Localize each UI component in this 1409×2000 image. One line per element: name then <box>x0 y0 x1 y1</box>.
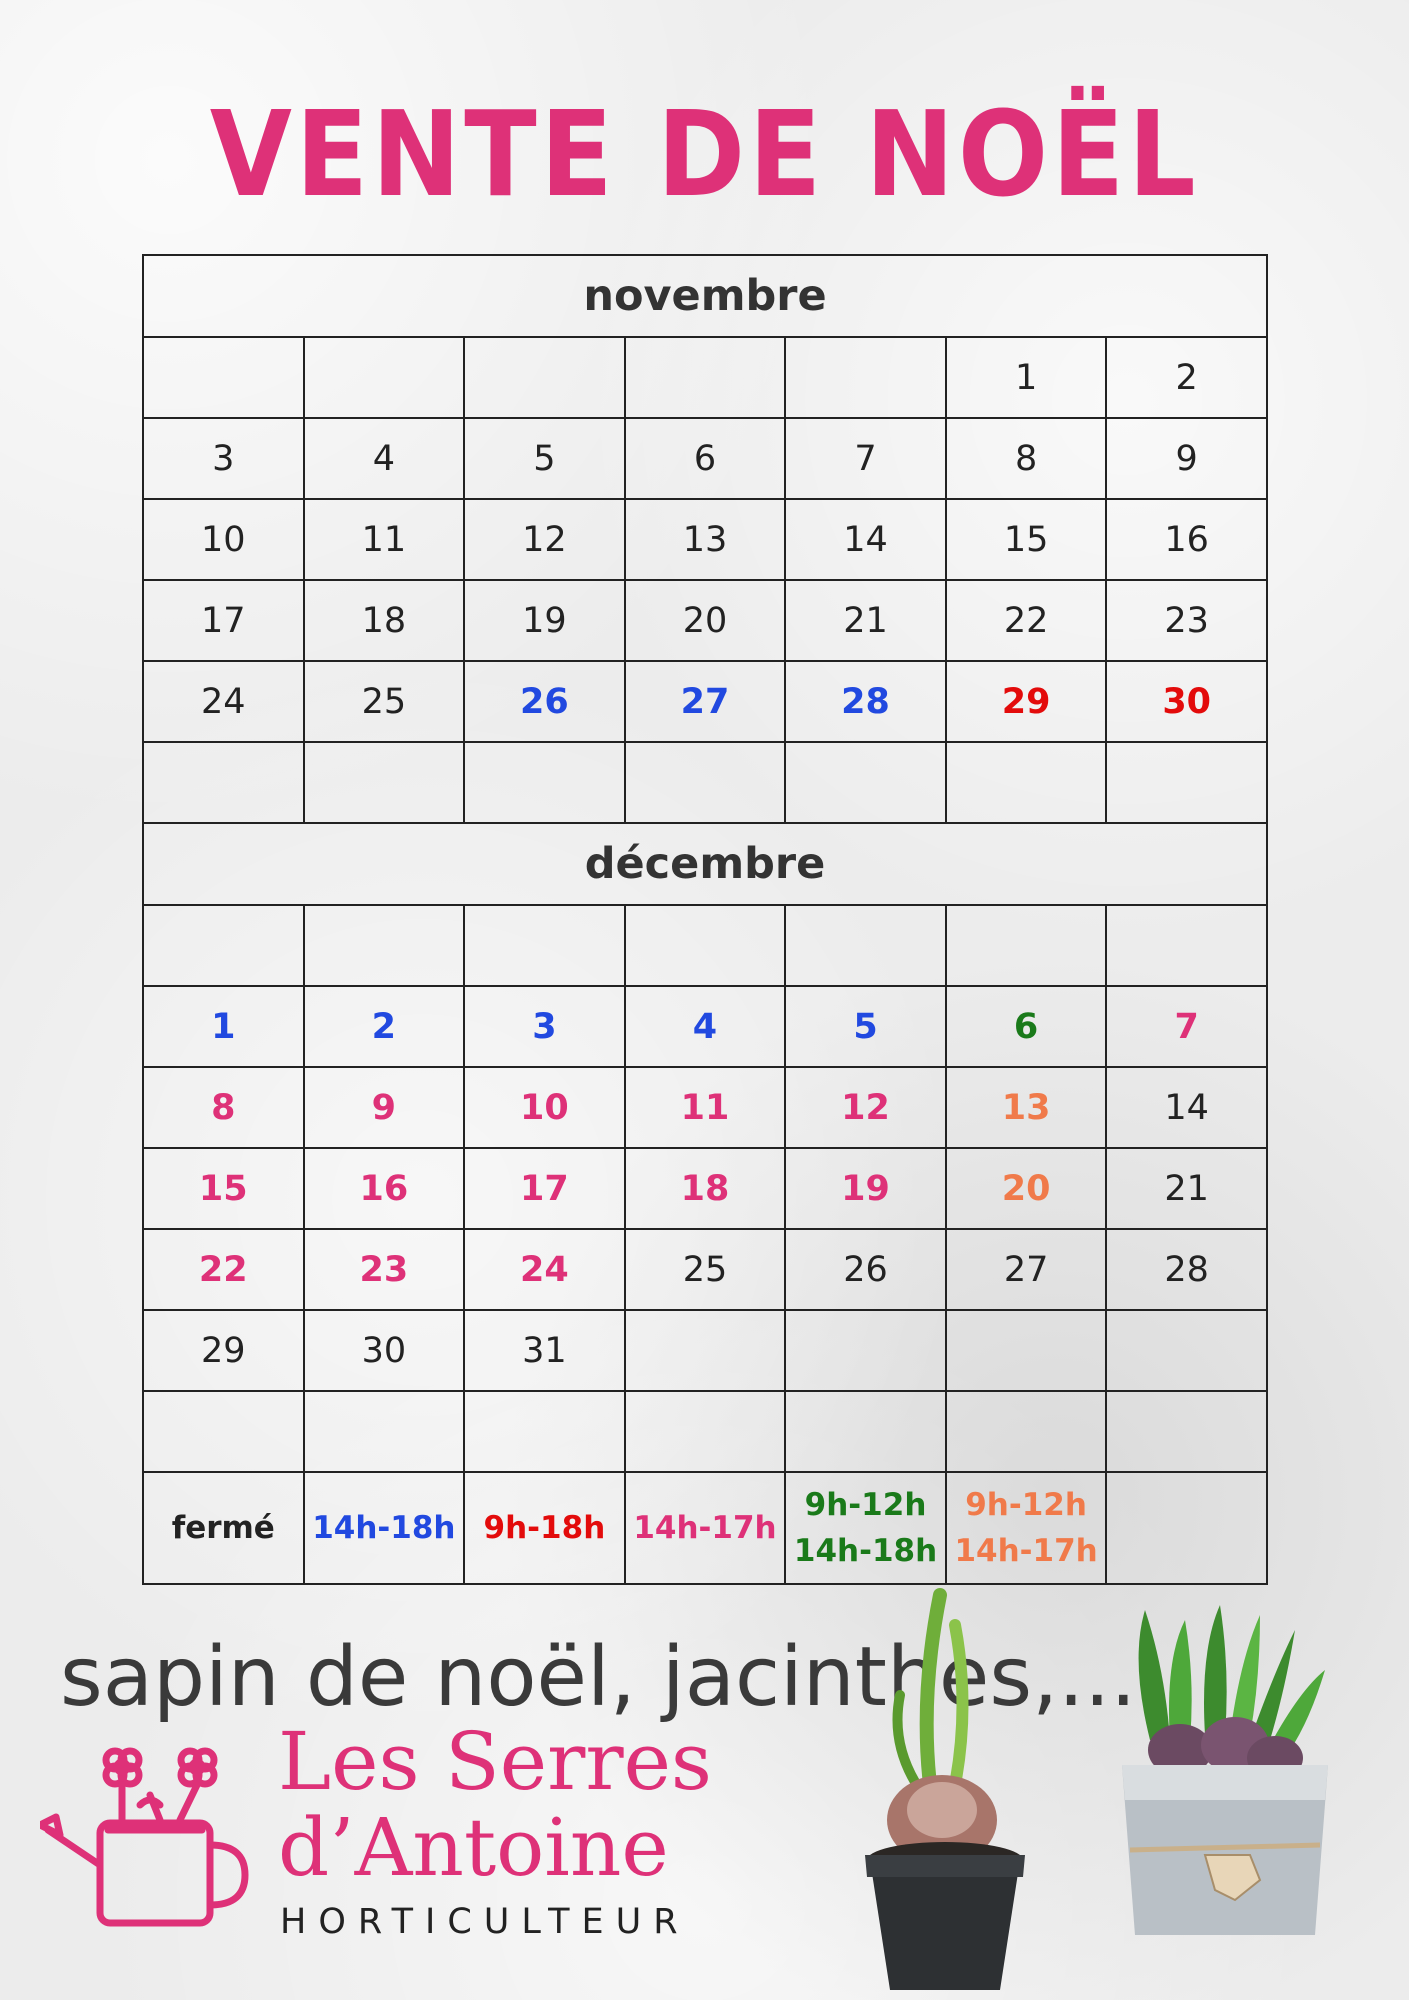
day-cell: 2 <box>1106 337 1267 418</box>
week-row <box>143 337 1267 418</box>
day-cell: 14 <box>785 499 946 580</box>
day-cell: 5 <box>785 986 946 1067</box>
week-row <box>143 499 1267 580</box>
hours-legend-text: 14h-17h <box>633 1509 777 1546</box>
day-cell: 27 <box>946 1229 1107 1310</box>
hours-legend-text: 14h-17h <box>954 1533 1098 1569</box>
day-cell: 3 <box>464 986 625 1067</box>
day-cell: 6 <box>946 986 1107 1067</box>
brand-line1: Les Serres <box>278 1715 712 1808</box>
hours-legend-cell <box>1106 1472 1267 1584</box>
day-cell: 4 <box>304 418 465 499</box>
day-cell <box>625 1310 786 1391</box>
tagline: sapin de noël, jacinthes,... <box>60 1630 1137 1725</box>
day-cell: 19 <box>785 1148 946 1229</box>
day-cell: 27 <box>625 661 786 742</box>
day-cell: 12 <box>785 1067 946 1148</box>
week-row <box>143 1391 1267 1472</box>
day-cell <box>143 905 304 986</box>
page-title: VENTE DE NOËL <box>209 85 1200 223</box>
hours-legend-text: 9h-12h <box>804 1486 927 1523</box>
week-row <box>143 986 1267 1067</box>
day-cell: 24 <box>143 661 304 742</box>
day-cell <box>946 1310 1107 1391</box>
day-cell: 8 <box>143 1067 304 1148</box>
month-label-november: novembre <box>143 255 1267 337</box>
hours-legend-text: 14h-18h <box>793 1533 938 1569</box>
day-cell <box>1106 1391 1267 1472</box>
day-cell: 18 <box>304 580 465 661</box>
day-cell <box>785 905 946 986</box>
day-cell: 28 <box>1106 1229 1267 1310</box>
hours-legend-text: fermé <box>171 1509 275 1546</box>
day-cell <box>304 742 465 823</box>
week-row <box>143 661 1267 742</box>
day-cell: 16 <box>304 1148 465 1229</box>
day-cell: 20 <box>625 580 786 661</box>
day-cell: 28 <box>785 661 946 742</box>
week-row <box>143 1229 1267 1310</box>
month-header-row <box>143 823 1267 905</box>
calendar-table <box>142 254 1268 1585</box>
day-cell <box>464 1391 625 1472</box>
day-cell <box>625 337 786 418</box>
day-cell: 3 <box>143 418 304 499</box>
week-row <box>143 1148 1267 1229</box>
day-cell <box>946 742 1107 823</box>
brand-line2: d’Antoine <box>278 1801 669 1894</box>
day-cell: 9 <box>304 1067 465 1148</box>
hours-legend-text: 14h-18h <box>312 1509 456 1546</box>
hours-legend-row <box>143 1472 1267 1584</box>
hours-legend-cell <box>625 1472 786 1584</box>
week-row <box>143 418 1267 499</box>
week-row <box>143 1067 1267 1148</box>
day-cell: 6 <box>625 418 786 499</box>
day-cell <box>1106 1310 1267 1391</box>
day-cell: 4 <box>625 986 786 1067</box>
day-cell: 8 <box>946 418 1107 499</box>
day-cell: 13 <box>946 1067 1107 1148</box>
day-cell: 11 <box>304 499 465 580</box>
day-cell: 30 <box>304 1310 465 1391</box>
day-cell <box>1106 905 1267 986</box>
day-cell: 29 <box>946 661 1107 742</box>
day-cell <box>1106 742 1267 823</box>
day-cell <box>785 337 946 418</box>
week-row <box>143 1310 1267 1391</box>
day-cell <box>464 905 625 986</box>
hours-legend-cell <box>464 1472 625 1584</box>
day-cell <box>625 1391 786 1472</box>
hours-legend-text: 9h-12h <box>965 1486 1087 1523</box>
day-cell <box>785 1391 946 1472</box>
day-cell <box>464 742 625 823</box>
day-cell: 9 <box>1106 418 1267 499</box>
day-cell: 23 <box>1106 580 1267 661</box>
day-cell <box>946 905 1107 986</box>
hours-legend-cell <box>304 1472 465 1584</box>
day-cell: 21 <box>785 580 946 661</box>
day-cell <box>304 1391 465 1472</box>
day-cell <box>304 905 465 986</box>
day-cell: 12 <box>464 499 625 580</box>
month-label-december: décembre <box>143 823 1267 905</box>
day-cell: 18 <box>625 1148 786 1229</box>
watering-can-flowers-icon <box>40 1735 260 1935</box>
day-cell <box>464 337 625 418</box>
hyacinth-pot-icon <box>1110 1600 1340 1945</box>
month-header-row <box>143 255 1267 337</box>
brand-subtitle: HORTICULTEUR <box>280 1902 690 1942</box>
day-cell: 15 <box>143 1148 304 1229</box>
day-cell: 22 <box>143 1229 304 1310</box>
brand-name <box>278 1715 712 1894</box>
day-cell: 25 <box>304 661 465 742</box>
day-cell: 15 <box>946 499 1107 580</box>
day-cell: 31 <box>464 1310 625 1391</box>
day-cell <box>304 337 465 418</box>
hours-legend-cell <box>143 1472 304 1584</box>
hours-legend-text: 9h-18h <box>483 1509 606 1546</box>
week-row <box>143 905 1267 986</box>
day-cell <box>143 337 304 418</box>
day-cell: 11 <box>625 1067 786 1148</box>
day-cell: 22 <box>946 580 1107 661</box>
day-cell: 29 <box>143 1310 304 1391</box>
day-cell: 13 <box>625 499 786 580</box>
day-cell: 16 <box>1106 499 1267 580</box>
day-cell <box>946 1391 1107 1472</box>
week-row <box>143 580 1267 661</box>
day-cell: 17 <box>143 580 304 661</box>
day-cell: 1 <box>946 337 1107 418</box>
day-cell: 7 <box>1106 986 1267 1067</box>
day-cell: 24 <box>464 1229 625 1310</box>
day-cell: 26 <box>464 661 625 742</box>
day-cell: 20 <box>946 1148 1107 1229</box>
day-cell: 26 <box>785 1229 946 1310</box>
day-cell: 14 <box>1106 1067 1267 1148</box>
day-cell <box>143 1391 304 1472</box>
day-cell: 10 <box>143 499 304 580</box>
day-cell: 21 <box>1106 1148 1267 1229</box>
day-cell: 10 <box>464 1067 625 1148</box>
week-row <box>143 742 1267 823</box>
day-cell <box>625 905 786 986</box>
day-cell: 30 <box>1106 661 1267 742</box>
day-cell <box>143 742 304 823</box>
hours-legend-cell <box>946 1472 1107 1584</box>
day-cell: 19 <box>464 580 625 661</box>
day-cell: 17 <box>464 1148 625 1229</box>
amaryllis-pot-icon <box>860 1585 1030 1995</box>
day-cell <box>625 742 786 823</box>
day-cell: 25 <box>625 1229 786 1310</box>
day-cell: 5 <box>464 418 625 499</box>
day-cell <box>785 742 946 823</box>
day-cell: 2 <box>304 986 465 1067</box>
day-cell: 23 <box>304 1229 465 1310</box>
day-cell: 1 <box>143 986 304 1067</box>
day-cell <box>785 1310 946 1391</box>
hours-legend-cell <box>785 1472 946 1584</box>
day-cell: 7 <box>785 418 946 499</box>
